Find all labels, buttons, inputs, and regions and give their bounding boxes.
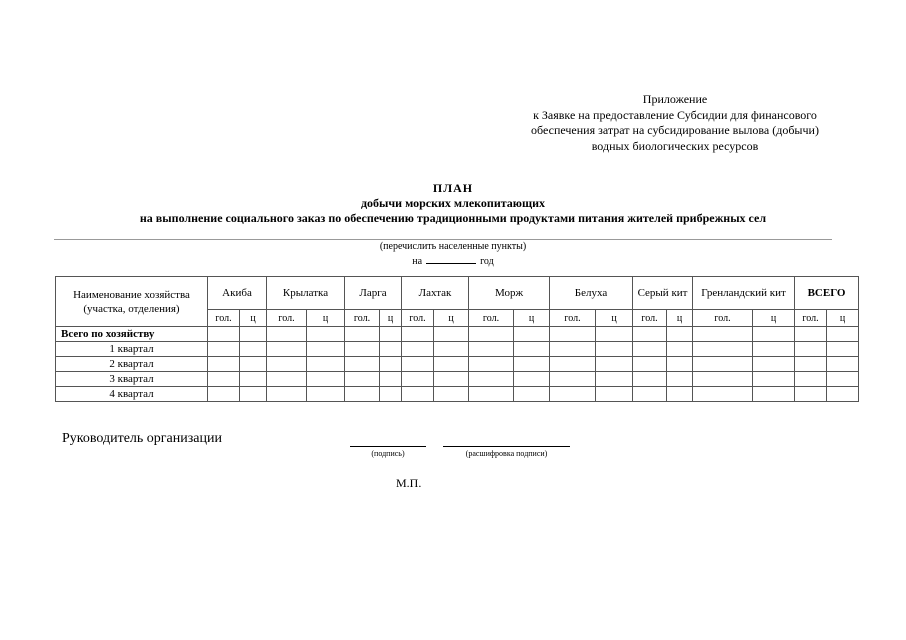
table-cell[interactable] (469, 372, 514, 387)
species-header: Белуха (550, 277, 633, 310)
table-cell[interactable] (402, 387, 434, 402)
species-header: Акиба (208, 277, 267, 310)
table-cell[interactable] (307, 327, 345, 342)
table-cell[interactable] (514, 357, 550, 372)
table-cell[interactable] (267, 387, 307, 402)
table-cell[interactable] (550, 387, 596, 402)
stamp-label: М.П. (396, 476, 422, 490)
signature-decode-caption: (расшифровка подписи) (465, 449, 548, 458)
table-cell[interactable] (434, 327, 469, 342)
table-cell[interactable] (267, 372, 307, 387)
document-title (60, 181, 846, 226)
table-cell[interactable] (693, 342, 753, 357)
table-cell[interactable] (402, 327, 434, 342)
total-header: ВСЕГО (795, 277, 859, 310)
table-cell[interactable] (345, 342, 380, 357)
unit-heads-header: гол. (795, 310, 827, 327)
unit-weight-header: ц (434, 310, 469, 327)
table-cell[interactable] (380, 327, 402, 342)
unit-heads-header: гол. (345, 310, 380, 327)
table-cell[interactable] (402, 372, 434, 387)
table-cell[interactable] (827, 342, 859, 357)
table-header-row (56, 277, 859, 310)
table-cell[interactable] (753, 357, 795, 372)
table-cell[interactable] (667, 327, 693, 342)
table-cell[interactable] (693, 327, 753, 342)
table-cell[interactable] (633, 372, 667, 387)
table-cell[interactable] (827, 357, 859, 372)
table-cell[interactable] (596, 357, 633, 372)
unit-weight-header: ц (380, 310, 402, 327)
unit-weight-header: ц (514, 310, 550, 327)
table-cell[interactable] (267, 342, 307, 357)
signature-caption: (подпись) (371, 449, 405, 458)
table-cell[interactable] (667, 342, 693, 357)
table-cell[interactable] (380, 387, 402, 402)
signature-decode-line (443, 446, 570, 447)
table-cell[interactable] (514, 342, 550, 357)
table-cell[interactable] (795, 327, 827, 342)
table-cell[interactable] (633, 342, 667, 357)
appendix-line: к Заявке на предоставление Субсидии для финансового (533, 107, 817, 122)
table-cell[interactable] (307, 372, 345, 387)
plan-table (55, 276, 859, 402)
row-label: 4 квартал (56, 387, 208, 402)
unit-weight-header: ц (240, 310, 267, 327)
table-cell[interactable] (795, 342, 827, 357)
table-cell[interactable] (345, 372, 380, 387)
year-suffix: год (480, 256, 494, 267)
unit-heads-header: гол. (267, 310, 307, 327)
table-row (56, 327, 859, 342)
table-cell[interactable] (380, 342, 402, 357)
table-row (56, 387, 859, 402)
table-cell[interactable] (795, 372, 827, 387)
title-purpose: на выполнение социального заказ по обеспечению традиционными продуктами питания жителей прибрежных сел (139, 211, 767, 225)
table-cell[interactable] (469, 387, 514, 402)
species-header: Ларга (345, 277, 402, 310)
settlements-hint: (перечислить населенные пункты) (379, 241, 527, 252)
table-cell[interactable] (693, 372, 753, 387)
unit-heads-header: гол. (633, 310, 667, 327)
table-cell[interactable] (469, 357, 514, 372)
table-cell[interactable] (240, 372, 267, 387)
settlements-fill-line (54, 239, 832, 240)
table-cell[interactable] (434, 342, 469, 357)
table-cell[interactable] (514, 327, 550, 342)
unit-weight-header: ц (753, 310, 795, 327)
unit-heads-header: гол. (693, 310, 753, 327)
table-cell[interactable] (434, 387, 469, 402)
table-cell[interactable] (307, 342, 345, 357)
table-cell[interactable] (208, 327, 240, 342)
table-cell[interactable] (596, 372, 633, 387)
table-cell[interactable] (208, 342, 240, 357)
appendix-line: водных биологических ресурсов (591, 138, 759, 153)
appendix-note (512, 92, 838, 154)
table-cell[interactable] (380, 357, 402, 372)
table-cell[interactable] (596, 387, 633, 402)
species-header: Крылатка (267, 277, 345, 310)
table-cell[interactable] (693, 357, 753, 372)
table-cell[interactable] (596, 342, 633, 357)
table-cell[interactable] (753, 387, 795, 402)
table-cell[interactable] (753, 372, 795, 387)
table-cell[interactable] (550, 327, 596, 342)
table-cell[interactable] (514, 372, 550, 387)
table-cell[interactable] (514, 387, 550, 402)
title-subject: добычи морских млекопитающих (360, 196, 546, 210)
table-cell[interactable] (469, 327, 514, 342)
row-label: 1 квартал (56, 342, 208, 357)
row-label: 2 квартал (56, 357, 208, 372)
table-cell[interactable] (380, 372, 402, 387)
unit-heads-header: гол. (550, 310, 596, 327)
species-header: Гренландский кит (693, 277, 795, 310)
table-row (56, 357, 859, 372)
table-cell[interactable] (667, 372, 693, 387)
table-cell[interactable] (208, 357, 240, 372)
table-cell[interactable] (267, 327, 307, 342)
table-cell[interactable] (345, 387, 380, 402)
unit-heads-header: гол. (402, 310, 434, 327)
unit-heads-header: гол. (208, 310, 240, 327)
title-plan: ПЛАН (432, 181, 474, 195)
table-cell[interactable] (345, 357, 380, 372)
table-cell[interactable] (267, 357, 307, 372)
table-cell[interactable] (240, 387, 267, 402)
species-header: Лахтак (402, 277, 469, 310)
table-row (56, 372, 859, 387)
table-cell[interactable] (307, 387, 345, 402)
table-cell[interactable] (827, 327, 859, 342)
table-cell[interactable] (633, 327, 667, 342)
table-cell[interactable] (693, 387, 753, 402)
table-cell[interactable] (307, 357, 345, 372)
table-cell[interactable] (240, 327, 267, 342)
signature-line (350, 446, 426, 447)
table-cell[interactable] (633, 357, 667, 372)
table-cell[interactable] (827, 387, 859, 402)
year-prefix: на (412, 256, 423, 267)
table-cell[interactable] (667, 357, 693, 372)
species-header: Серый кит (633, 277, 693, 310)
table-cell[interactable] (402, 357, 434, 372)
table-cell[interactable] (550, 357, 596, 372)
table-cell[interactable] (753, 342, 795, 357)
name-header: Наименование хозяйства (участка, отделения) (56, 277, 208, 327)
table-cell[interactable] (345, 327, 380, 342)
table-row (56, 342, 859, 357)
table-cell[interactable] (667, 387, 693, 402)
appendix-line: обеспечения затрат на субсидирование вылова (добычи) (531, 123, 819, 137)
table-cell[interactable] (402, 342, 434, 357)
table-cell[interactable] (240, 342, 267, 357)
table-cell[interactable] (795, 387, 827, 402)
unit-weight-header: ц (827, 310, 859, 327)
row-label: Всего по хозяйству (56, 327, 208, 342)
table-cell[interactable] (240, 357, 267, 372)
table-cell[interactable] (795, 357, 827, 372)
table-cell[interactable] (550, 342, 596, 357)
table-cell[interactable] (208, 387, 240, 402)
table-cell[interactable] (469, 342, 514, 357)
unit-heads-header: гол. (469, 310, 514, 327)
row-label: 3 квартал (56, 372, 208, 387)
table-cell[interactable] (827, 372, 859, 387)
year-line (60, 254, 846, 268)
appendix-line: Приложение (642, 92, 708, 106)
year-blank (426, 254, 476, 264)
table-cell[interactable] (550, 372, 596, 387)
unit-weight-header: ц (307, 310, 345, 327)
table-cell[interactable] (753, 327, 795, 342)
unit-weight-header: ц (667, 310, 693, 327)
table-cell[interactable] (596, 327, 633, 342)
species-header: Морж (469, 277, 550, 310)
unit-weight-header: ц (596, 310, 633, 327)
table-cell[interactable] (633, 387, 667, 402)
table-cell[interactable] (208, 372, 240, 387)
table-cell[interactable] (434, 357, 469, 372)
table-cell[interactable] (434, 372, 469, 387)
signature-title: Руководитель организации (62, 431, 222, 446)
